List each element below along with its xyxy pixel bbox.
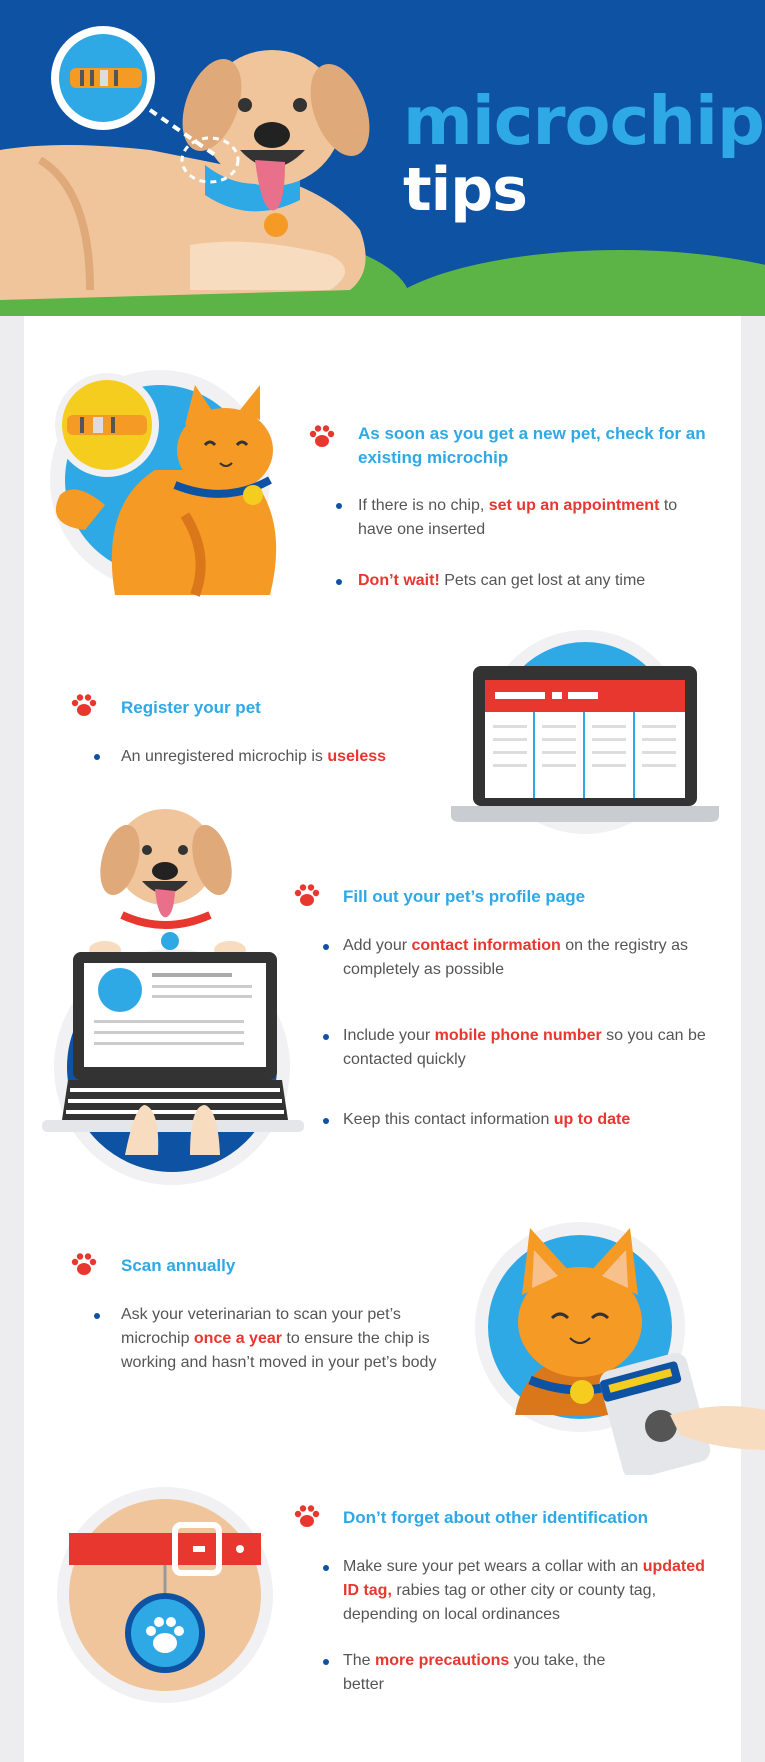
bullet-dot xyxy=(323,1565,329,1571)
bullet-text: Add your contact information on the registry as completely as possible xyxy=(343,937,688,978)
cat-scanner-illustration xyxy=(470,1210,765,1475)
bullet-text: The more precautions you take, the better xyxy=(343,1652,606,1693)
bullet-text: Make sure your pet wears a collar with an updated ID tag, rabies tag or other city or county tag, depending on local ordinances xyxy=(343,1558,705,1623)
bullet-text: Don’t wait! Pets can get lost at any time xyxy=(358,572,646,589)
dog-nose xyxy=(254,122,290,148)
paw-icon xyxy=(70,693,98,717)
bullet-text: An unregistered microchip is useless xyxy=(121,748,387,765)
bullet-dot xyxy=(336,579,342,585)
section-heading: Fill out your pet’s profile page xyxy=(343,887,586,906)
bullet-dot xyxy=(94,754,100,760)
microchip-graphic xyxy=(67,415,147,435)
bullet-dot xyxy=(323,944,329,950)
cat-microchip-illustration xyxy=(45,355,305,615)
bullet-dot xyxy=(323,1034,329,1040)
section-heading: As soon as you get a new pet, check for an existing microchip xyxy=(358,424,706,467)
section-heading: Register your pet xyxy=(121,698,261,717)
collar-strap xyxy=(69,1533,261,1565)
paw-icon xyxy=(293,1504,321,1528)
paw-icon xyxy=(70,1252,98,1276)
bullet-dot xyxy=(323,1118,329,1124)
header-banner xyxy=(0,0,765,316)
paw-icon xyxy=(293,883,321,907)
dog-laptop-illustration xyxy=(40,805,305,1195)
bullet-text: If there is no chip, set up an appointment to have one inserted xyxy=(358,497,678,538)
laptop-registry-illustration xyxy=(448,630,722,842)
bullet-dot xyxy=(323,1659,329,1665)
collar-tag-illustration xyxy=(55,1485,275,1705)
grass-hill-right xyxy=(370,250,765,316)
bullet-dot xyxy=(336,503,342,509)
section-heading: Scan annually xyxy=(121,1256,236,1275)
page-title-line1: microchip xyxy=(403,82,764,160)
bullet-text: Ask your veterinarian to scan your pet’s microchip once a year to ensure the chip is working and hasn’t moved in your pet’s body xyxy=(121,1306,437,1371)
bullet-text: Keep this contact information up to date xyxy=(343,1111,631,1128)
section-heading: Don’t forget about other identification xyxy=(343,1508,649,1527)
paw-icon xyxy=(308,424,336,448)
bullet-dot xyxy=(94,1313,100,1319)
page-title-line2: tips xyxy=(403,155,527,225)
bullet-text: Include your mobile phone number so you can be contacted quickly xyxy=(343,1027,706,1068)
dog-tag xyxy=(264,213,288,237)
